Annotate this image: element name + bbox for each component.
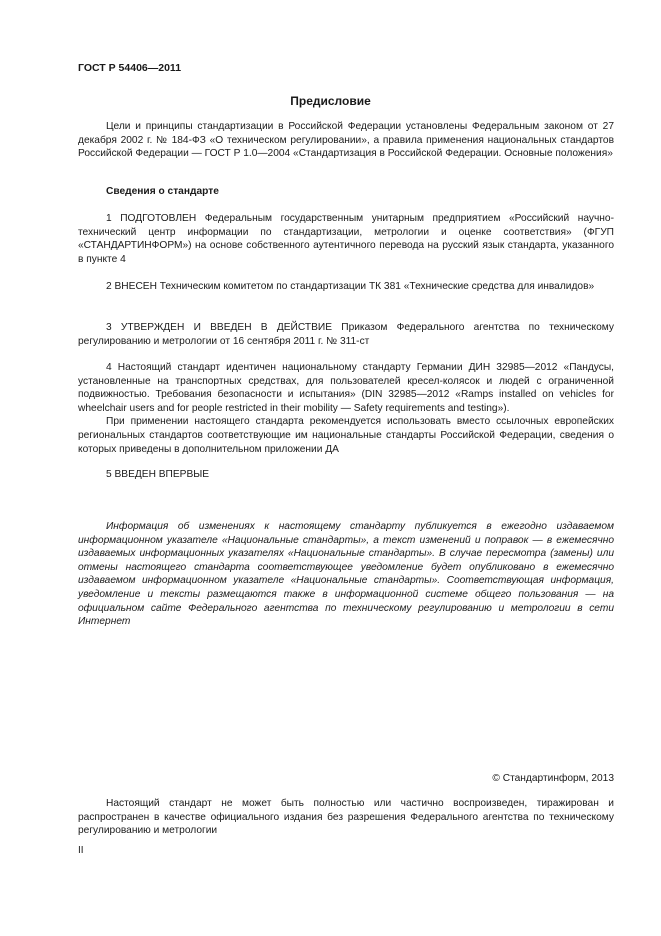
intro-paragraph: Цели и принципы стандартизации в Российской Федерации установлены Федеральным законом от 27 декабря 2002 г. № 184-ФЗ «О техническом регулировании», а правила применения национальных стандартов Российской Федерации — ГОСТ Р 1.0—2004 «Стандартизация в Российской Федерации. Основные положения» bbox=[78, 121, 614, 160]
section-subheading: Сведения о стандарте bbox=[106, 186, 219, 197]
item-4-block bbox=[78, 361, 614, 456]
item-4-note: При применении настоящего стандарта рекомендуется использовать вместо ссылочных европейских региональных стандартов соответствующие им национальные стандарты Российской Федерации, сведения о которых приведены в дополнительном приложении ДА bbox=[78, 416, 614, 455]
page-number: II bbox=[78, 845, 84, 856]
item-1: 1 ПОДГОТОВЛЕН Федеральным государственным унитарным предприятием «Российский научно-технический центр информации по стандартизации, метрологии и оценке соответствия» (ФГУП «СТАНДАРТИНФОРМ») на основе собственного аутентичного перевода на русский язык стандарта, указанного в пункте 4 bbox=[78, 213, 614, 265]
item-2-block bbox=[78, 280, 614, 294]
item-3: 3 УТВЕРЖДЕН И ВВЕДЕН В ДЕЙСТВИЕ Приказом Федерального агентства по техническому регулированию и метрологии от 16 сентября 2011 г. № 311-ст bbox=[78, 322, 614, 347]
item-2: 2 ВНЕСЕН Техническим комитетом по стандартизации ТК 381 «Технические средства для инвалидов» bbox=[106, 281, 595, 292]
item-1-block bbox=[78, 212, 614, 266]
intro-paragraph-block bbox=[78, 120, 614, 161]
item-5-block bbox=[78, 468, 614, 482]
page-title: Предисловие bbox=[290, 94, 371, 108]
notice-block bbox=[78, 520, 614, 629]
item-4: 4 Настоящий стандарт идентичен национальному стандарту Германии ДИН 32985—2012 «Пандусы, установленные на транспортных средствах, для пользователей кресел-колясок и людей с ограниченной подвижностью. Требования безопасности и испытания» (DIN 32985—2012 «Ramps installed on vehicles for wheelchair users and for people restricted in their mobility — Safety requirements and testing»). bbox=[78, 362, 614, 414]
notice-paragraph: Информация об изменениях к настоящему стандарту публикуется в ежегодно издаваемом информационном указателе «Национальные стандарты», а текст изменений и поправок — в ежемесячно издаваемых информационных указателях «Национальные стандарты». В случае пересмотра (замены) или отмены настоящего стандарта соответствующее уведомление будет опубликовано в ежемесячно издаваемом информационном указателе «Национальные стандарты». Соответствующая информация, уведомление и тексты размещаются также в информационной системе общего пользования — на официальном сайте Федерального агентства по техническому регулированию и метрологии в сети Интернет bbox=[78, 521, 614, 628]
footer-block bbox=[78, 797, 614, 838]
footer-paragraph: Настоящий стандарт не может быть полностью или частично воспроизведен, тиражирован и распространен в качестве официального издания без разрешения Федерального агентства по техническому регулированию и метрологии bbox=[78, 798, 614, 837]
item-3-block bbox=[78, 321, 614, 348]
standard-code: ГОСТ Р 54406—2011 bbox=[78, 62, 182, 74]
copyright-notice: © Стандартинформ, 2013 bbox=[492, 773, 614, 784]
item-5: 5 ВВЕДЕН ВПЕРВЫЕ bbox=[106, 469, 210, 480]
